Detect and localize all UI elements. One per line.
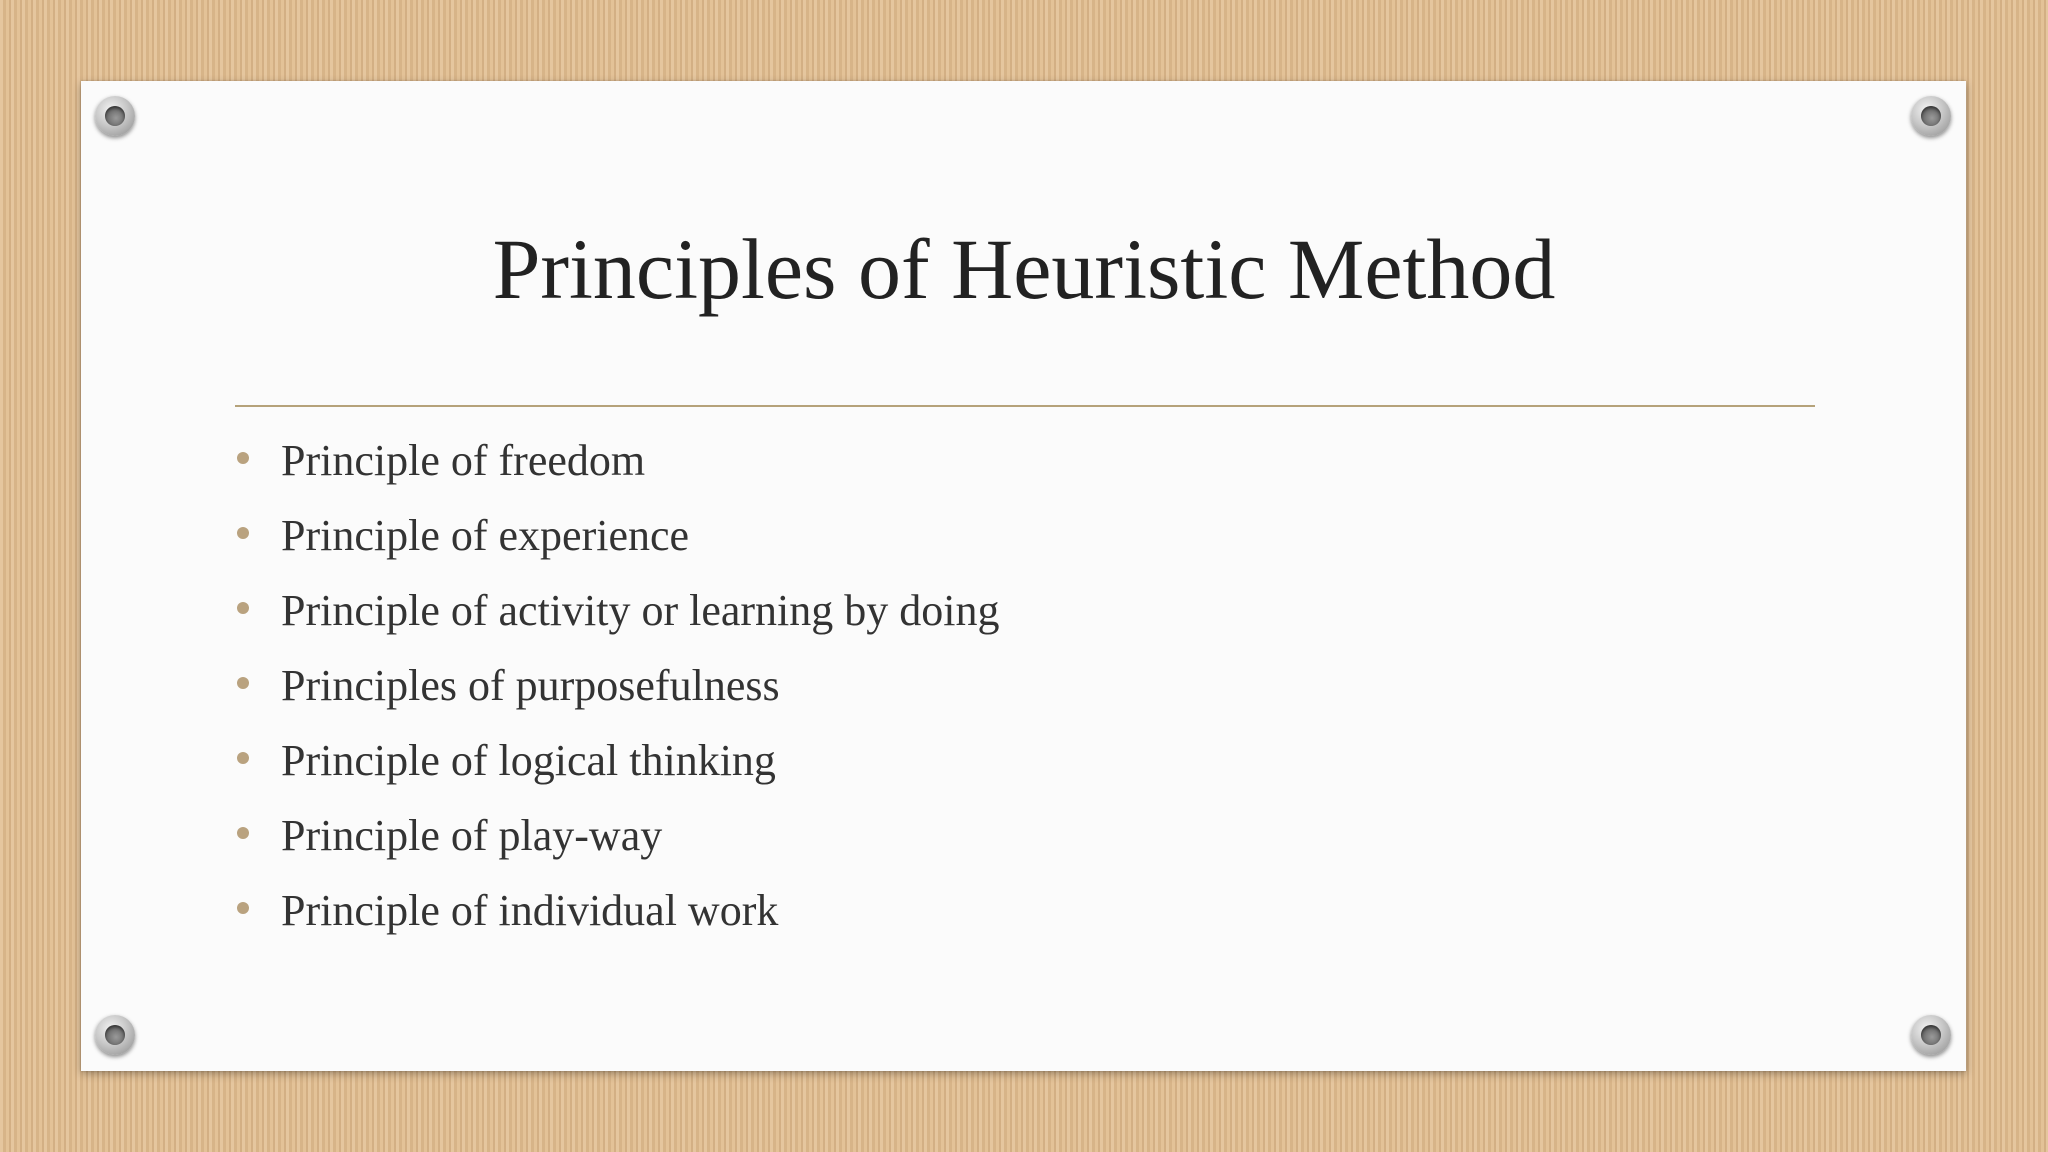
title-divider — [235, 405, 1815, 407]
bullet-item — [235, 805, 1000, 880]
bullet-dot-icon — [237, 677, 249, 689]
slide-title: Principles of Heuristic Method — [492, 221, 1556, 317]
bullet-text: Principle of individual work — [281, 886, 779, 935]
rivet-top-right-icon — [1911, 96, 1951, 136]
bullet-dot-icon — [237, 827, 249, 839]
bullet-text: Principle of logical thinking — [281, 736, 776, 785]
bullet-item — [235, 505, 1000, 580]
bullet-dot-icon — [237, 752, 249, 764]
bullet-text: Principle of freedom — [281, 436, 646, 485]
bullet-dot-icon — [237, 602, 249, 614]
bullet-item — [235, 430, 1000, 505]
bullet-dot-icon — [237, 527, 249, 539]
bullet-text: Principle of experience — [281, 511, 690, 560]
bullet-list — [235, 430, 1000, 955]
bullet-item — [235, 655, 1000, 730]
bullet-dot-icon — [237, 452, 249, 464]
rivet-bottom-left-icon — [95, 1015, 135, 1055]
rivet-bottom-right-icon — [1911, 1015, 1951, 1055]
bullet-text: Principles of purposefulness — [281, 661, 780, 710]
rivet-top-left-icon — [95, 96, 135, 136]
bullet-item — [235, 730, 1000, 805]
bullet-text: Principle of play-way — [281, 811, 663, 860]
bullet-item — [235, 880, 1000, 955]
bullet-text: Principle of activity or learning by doing — [281, 586, 1000, 635]
bullet-dot-icon — [237, 902, 249, 914]
bullet-item — [235, 580, 1000, 655]
